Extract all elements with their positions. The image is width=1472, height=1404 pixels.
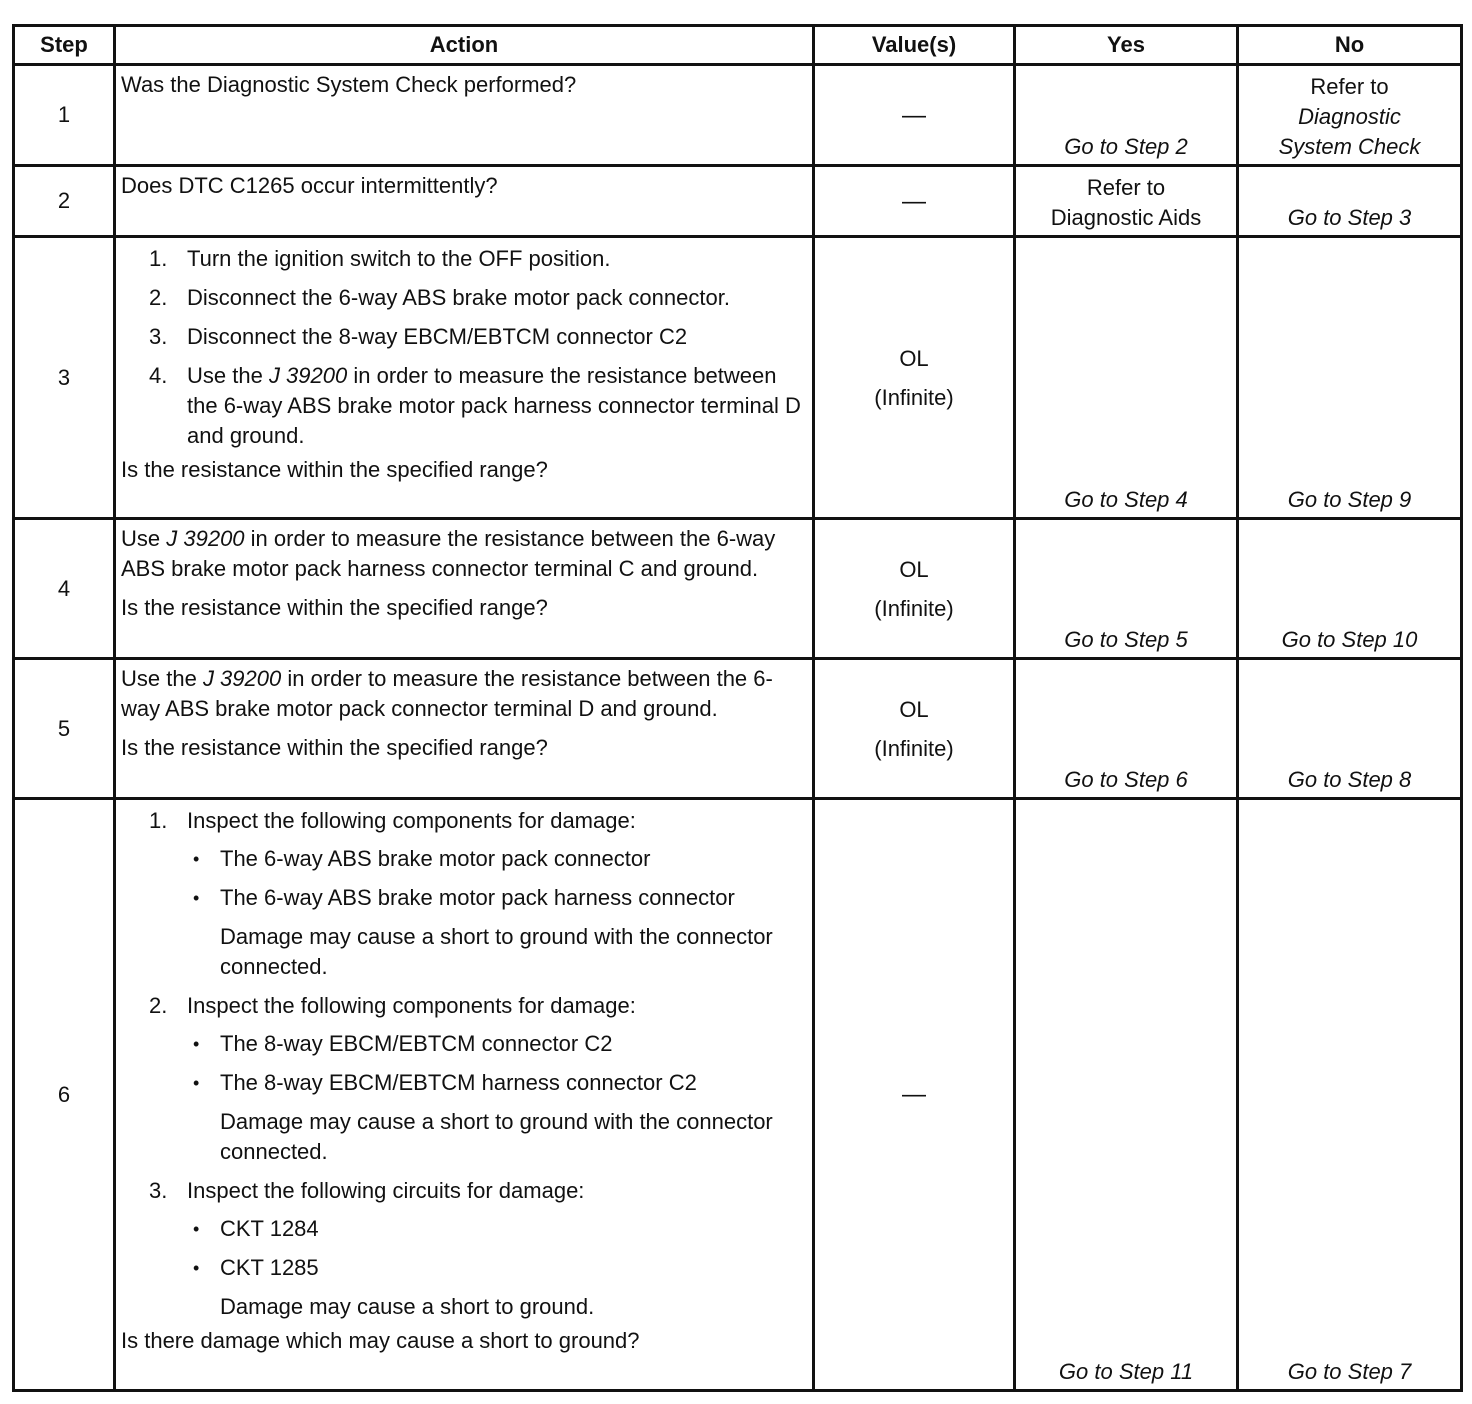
header-row — [14, 26, 1462, 65]
yes-refer-target: Diagnostic Aids — [1050, 205, 1202, 230]
procedure-item: 1. Turn the ignition switch to the OFF position. — [149, 246, 611, 271]
value-line: OL — [899, 345, 929, 371]
value-line: (Infinite) — [874, 595, 954, 621]
no-refer-target: Diagnostic — [1298, 104, 1401, 129]
action-question: Is there damage which may cause a short to ground? — [121, 1328, 640, 1353]
action-question: Is the resistance within the specified range? — [121, 595, 548, 620]
value-cell — [814, 519, 1015, 659]
value-dash: — — [902, 1081, 926, 1108]
table-row — [14, 799, 1462, 1391]
no-cell — [1238, 166, 1462, 237]
yes-cell — [1015, 659, 1238, 799]
yes-cell — [1015, 519, 1238, 659]
step-number: 5 — [14, 659, 115, 799]
bullet-item: • The 6-way ABS brake motor pack connector — [187, 844, 806, 874]
bullet-item: • The 8-way EBCM/EBTCM connector C2 — [187, 1029, 806, 1059]
tool-name: J 39200 — [202, 666, 282, 691]
header-values: Value(s) — [814, 26, 1015, 65]
bullet-item: • CKT 1285 — [187, 1253, 806, 1283]
no-cell — [1238, 659, 1462, 799]
action-cell — [115, 166, 814, 237]
value-line: (Infinite) — [874, 384, 954, 410]
tool-name: J 39200 — [166, 526, 245, 551]
yes-goto: Go to Step 5 — [1064, 627, 1188, 652]
header-step: Step — [14, 26, 115, 65]
procedure-list — [121, 806, 806, 1322]
action-text: Does DTC C1265 occur intermittently? — [121, 173, 498, 198]
yes-goto: Go to Step 2 — [1064, 134, 1188, 159]
yes-refer-line: Refer to — [1086, 175, 1166, 200]
step-number: 3 — [14, 237, 115, 519]
yes-cell — [1015, 237, 1238, 519]
damage-note: Damage may cause a short to ground with the connector connected. — [220, 924, 773, 979]
table-row — [14, 659, 1462, 799]
yes-goto: Go to Step 6 — [1064, 767, 1188, 792]
action-cell — [115, 237, 814, 519]
no-goto: Go to Step 8 — [1287, 767, 1412, 792]
bullet-list — [187, 1029, 806, 1098]
yes-goto: Go to Step 4 — [1064, 487, 1188, 512]
no-cell — [1238, 799, 1462, 1391]
no-goto: Go to Step 9 — [1287, 487, 1412, 512]
no-cell — [1238, 519, 1462, 659]
no-refer-target: System Check — [1278, 134, 1421, 159]
action-cell — [115, 519, 814, 659]
value-cell — [814, 237, 1015, 519]
action-cell — [115, 799, 814, 1391]
no-goto: Go to Step 10 — [1281, 627, 1418, 652]
value-line: (Infinite) — [874, 735, 954, 761]
procedure-item: 1. Inspect the following components for damage: • The 6-way ABS brake motor pack connector • The 6-way ABS brake motor pack harness connector Damage may cause a short to ground with the connector connected. — [121, 806, 806, 982]
step-number: 4 — [14, 519, 115, 659]
no-goto: Go to Step 7 — [1287, 1359, 1412, 1384]
yes-goto: Go to Step 11 — [1058, 1359, 1194, 1384]
value-cell — [814, 65, 1015, 166]
yes-cell — [1015, 799, 1238, 1391]
step-number: 2 — [14, 166, 115, 237]
value-dash: — — [902, 187, 926, 215]
header-no: No — [1238, 26, 1462, 65]
procedure-list — [121, 244, 806, 451]
no-goto: Go to Step 3 — [1287, 205, 1412, 230]
step-number: 1 — [14, 65, 115, 166]
procedure-item: 4. Use the J 39200 in order to measure the resistance between the 6-way ABS brake motor pack harness connector terminal D and ground. — [149, 363, 801, 448]
procedure-item: 3. Disconnect the 8-way EBCM/EBTCM connector C2 — [149, 324, 688, 349]
table-row — [14, 237, 1462, 519]
procedure-item: 2. Inspect the following components for damage: • The 8-way EBCM/EBTCM connector C2 • The 8-way EBCM/EBTCM harness connector C2 Damage may cause a short to ground with the connector connected. — [121, 991, 806, 1167]
bullet-item: • The 6-way ABS brake motor pack harness connector — [187, 883, 806, 913]
tool-name: J 39200 — [268, 363, 348, 388]
action-text: Use J 39200 in order to measure the resistance between the 6-way ABS brake motor pack harness connector terminal C and ground. — [121, 526, 776, 581]
value-dash: — — [902, 101, 926, 129]
value-cell — [814, 659, 1015, 799]
step-number: 6 — [14, 799, 115, 1391]
action-cell — [115, 659, 814, 799]
bullet-list — [187, 1214, 806, 1283]
action-question: Is the resistance within the specified range? — [121, 457, 548, 482]
value-cell — [814, 799, 1015, 1391]
action-cell — [115, 65, 814, 166]
no-cell — [1238, 65, 1462, 166]
action-text: Use the J 39200 in order to measure the resistance between the 6-way ABS brake motor pack connector terminal D and ground. — [121, 666, 773, 721]
bullet-item: • The 8-way EBCM/EBTCM harness connector C2 — [187, 1068, 806, 1098]
bullet-item: • CKT 1284 — [187, 1214, 806, 1244]
procedure-item: 3. Inspect the following circuits for damage: • CKT 1284 • CKT 1285 Damage may cause a short to ground. — [121, 1176, 806, 1322]
header-yes: Yes — [1015, 26, 1238, 65]
no-cell — [1238, 237, 1462, 519]
value-line: OL — [899, 556, 929, 582]
yes-cell — [1015, 166, 1238, 237]
value-cell — [814, 166, 1015, 237]
table-row — [14, 519, 1462, 659]
action-question: Is the resistance within the specified range? — [121, 735, 548, 760]
table-row — [14, 166, 1462, 237]
action-text: Was the Diagnostic System Check performed? — [121, 72, 577, 97]
procedure-item: 2. Disconnect the 6-way ABS brake motor pack connector. — [149, 285, 730, 310]
yes-cell — [1015, 65, 1238, 166]
header-action: Action — [115, 26, 814, 65]
damage-note: Damage may cause a short to ground with the connector connected. — [220, 1109, 773, 1164]
diagnostic-table — [12, 24, 1463, 1392]
value-line: OL — [899, 696, 929, 722]
table-row — [14, 65, 1462, 166]
bullet-list — [187, 844, 806, 913]
damage-note: Damage may cause a short to ground. — [220, 1294, 595, 1319]
no-refer-line: Refer to — [1310, 74, 1389, 99]
